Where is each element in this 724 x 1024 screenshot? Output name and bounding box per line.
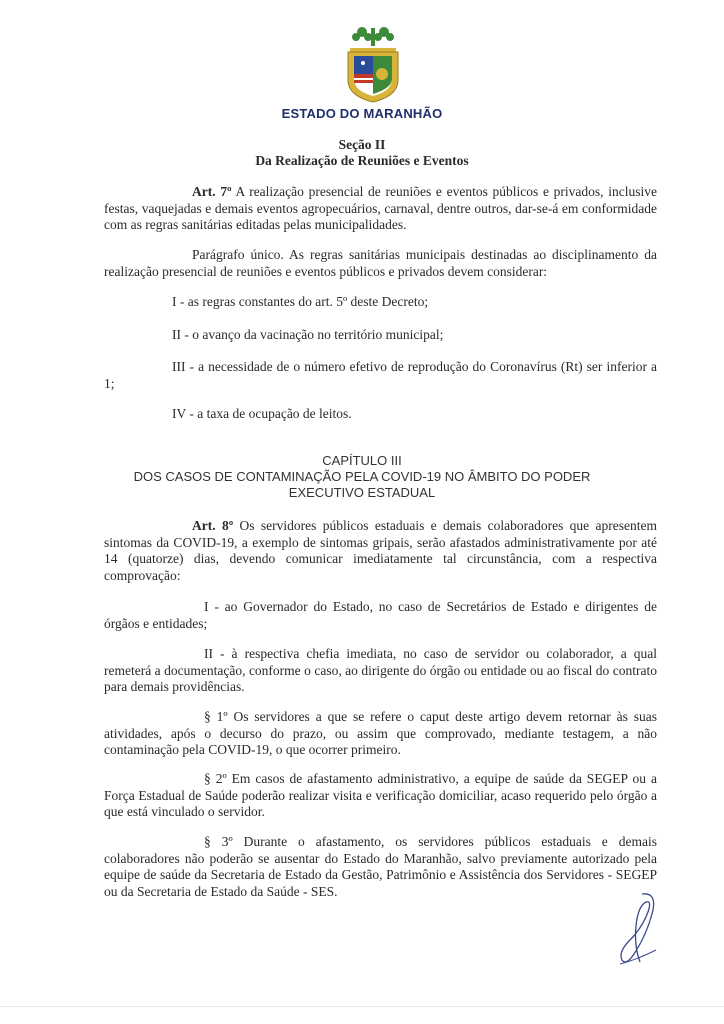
section-number: Seção II (338, 137, 386, 152)
article-8-text: Os servidores públicos estaduais e demais colaboradores que apresentem sintomas da COVID-19, a exemplo de sintomas gripais, serão afastados administrativamente por até 14 (quatorze) dias, devendo comunicar imediatamente tal circunstância, com a respectiva comprovação: (104, 518, 658, 583)
article-7-sole-paragraph: Parágrafo único. As regras sanitárias municipais destinadas ao disciplinamento da realização presencial de reuniões e eventos públicos e privados devem considerar: (104, 247, 657, 279)
article-8-item-2: II - à respectiva chefia imediata, no caso de servidor ou colaborador, a qual remeterá a documentação, conforme o caso, ao dirigente do órgão ou entidade ou ao fiscal do contrato para demais providências. (104, 646, 657, 694)
article-8 (104, 518, 657, 584)
chapter-heading (0, 453, 724, 501)
signature-initials-icon (612, 890, 664, 970)
article-7-item-4: IV - a taxa de ocupação de leitos. (172, 406, 352, 421)
article-8-paragraph-3: § 3º Durante o afastamento, os servidores públicos estaduais e demais colaboradores não poderão se ausentar do Estado do Maranhão, salvo previamente autorizado pela equipe de saúde da Secretaria de Estado da Gestão, Patrimônio e Assistência dos Servidores - SEGEP ou da Secretaria de Estado da Saúde - SES. (104, 834, 657, 899)
article-7-lead: Art. 7º (192, 184, 232, 199)
section-title: Da Realização de Reuniões e Eventos (255, 153, 469, 168)
article-8-paragraph-2: § 2º Em casos de afastamento administrativo, a equipe de saúde da SEGEP ou a Força Estadual de Saúde poderão realizar visita e verificação domiciliar, acaso requerido pelo órgão a que está vinculado o servidor. (104, 771, 657, 819)
article-8-paragraph-1: § 1º Os servidores a que se refere o caput deste artigo devem retornar às suas atividades, após o decurso do prazo, ou assim que comprovado, mediante testagem, a não contaminação pela COVID-19, o que ocorrer primeiro. (104, 709, 657, 757)
article-7 (104, 184, 657, 234)
chapter-title-line-2: EXECUTIVO ESTADUAL (288, 485, 436, 500)
article-8-item-1: I - ao Governador do Estado, no caso de Secretários de Estado e dirigentes de órgãos e entidades; (104, 599, 657, 631)
chapter-title-line-1: DOS CASOS DE CONTAMINAÇÃO PELA COVID-19 NO ÂMBITO DO PODER (133, 469, 591, 484)
article-7-text: A realização presencial de reuniões e eventos públicos e privados, inclusive festas, vaquejadas e demais eventos agropecuários, carnaval, dentre outros, dar-se-á em conformidade com as regras sanitárias editadas pelas municipalidades. (104, 184, 657, 232)
article-7-item-3: III - a necessidade de o número efetivo de reprodução do Coronavírus (Rt) ser inferior a 1; (104, 359, 657, 391)
article-7-item-2: II - o avanço da vacinação no território municipal; (172, 327, 444, 342)
article-8-lead: Art. 8º (192, 518, 234, 533)
state-name-heading: ESTADO DO MARANHÃO (281, 106, 443, 121)
page-edge-divider (0, 1006, 724, 1007)
section-heading (0, 137, 724, 169)
chapter-number: CAPÍTULO III (322, 453, 402, 468)
article-7-item-1: I - as regras constantes do art. 5º deste Decreto; (172, 294, 429, 309)
coat-of-arms-icon (340, 22, 406, 104)
